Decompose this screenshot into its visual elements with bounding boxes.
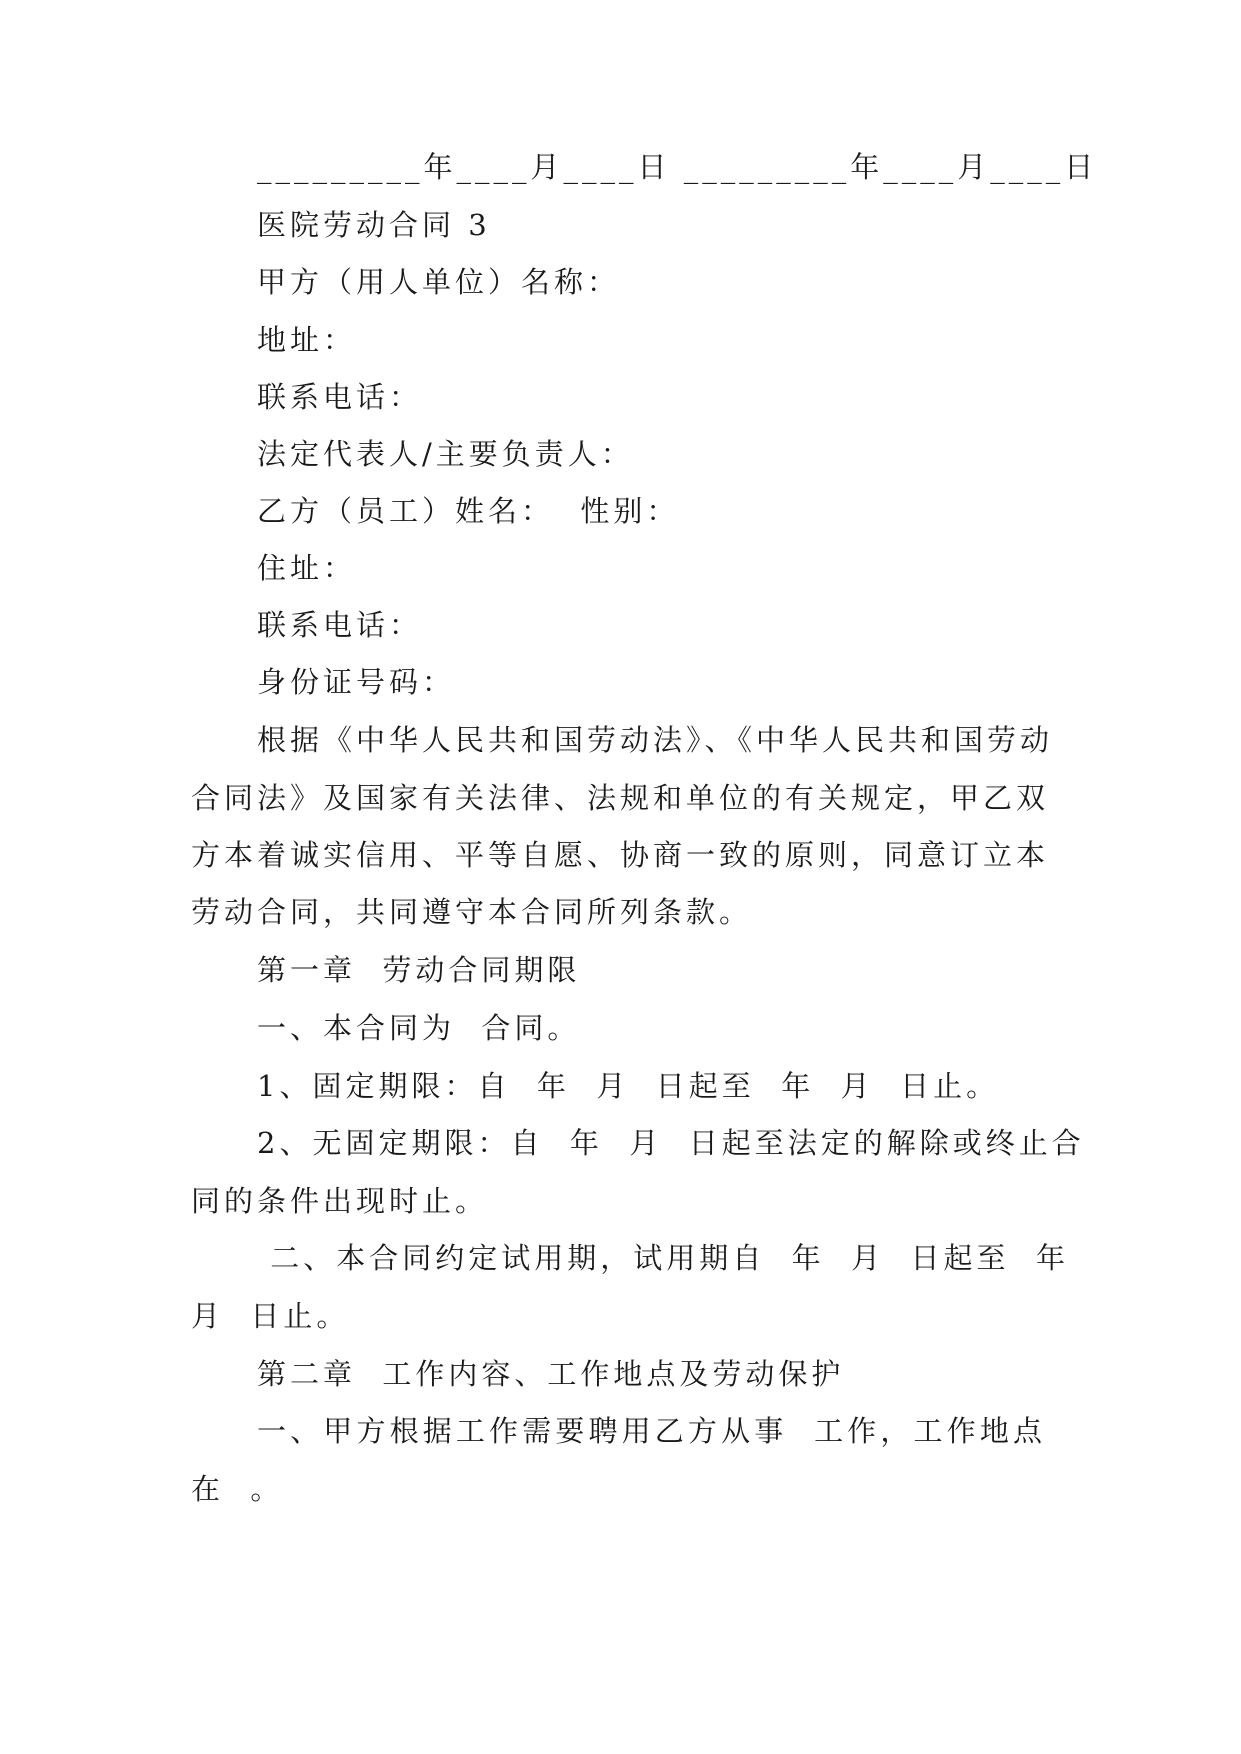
preamble-line: 合同法》及国家有关法律、法规和单位的有关规定，甲乙双 [191, 781, 1050, 815]
chapter-1-item-2: 月 日止。 [191, 1299, 350, 1333]
chapter-1-heading: 第一章 劳动合同期限 [257, 953, 581, 987]
party-b-name-gender-field: 乙方（员工）姓名： 性别： [257, 494, 680, 528]
chapter-1-item-1: 一、本合同为 合同。 [257, 1011, 581, 1045]
chapter-2-heading: 第二章 工作内容、工作地点及劳动保护 [257, 1357, 845, 1391]
preamble-line: 根据《中华人民共和国劳动法》、《中华人民共和国劳动 [257, 723, 1054, 757]
party-b-id-field: 身份证号码： [257, 665, 456, 699]
party-a-address-field: 地址： [257, 323, 357, 357]
chapter-1-item-1-2: 同的条件出现时止。 [191, 1184, 489, 1218]
party-b-phone-field: 联系电话： [257, 608, 423, 642]
party-a-phone-field: 联系电话： [257, 380, 423, 414]
chapter-2-item-1: 在 。 [191, 1472, 284, 1506]
chapter-2-item-1: 一、甲方根据工作需要聘用乙方从事 工作，工作地点 [257, 1414, 1046, 1448]
preamble-line: 方本着诚实信用、平等自愿、协商一致的原则，同意订立本 [191, 838, 1050, 872]
party-b-address-field: 住址： [257, 551, 357, 585]
chapter-1-item-1-2: 2、无固定期限：自 年 月 日起至法定的解除或终止合 [257, 1126, 1085, 1160]
preamble-line: 劳动合同，共同遵守本合同所列条款。 [191, 895, 753, 929]
document-title: 医院劳动合同 3 [257, 208, 491, 242]
party-a-name-field: 甲方（用人单位）名称： [257, 265, 621, 299]
date-signature-line: _________年____月____日 _________年____月____日 [257, 150, 1098, 184]
chapter-1-item-1-1: 1、固定期限：自 年 月 日起至 年 月 日止。 [257, 1069, 1000, 1103]
party-a-representative-field: 法定代表人/主要负责人： [257, 437, 634, 471]
chapter-1-item-2: 二、本合同约定试用期，试用期自 年 月 日起至 年 [257, 1241, 1069, 1275]
